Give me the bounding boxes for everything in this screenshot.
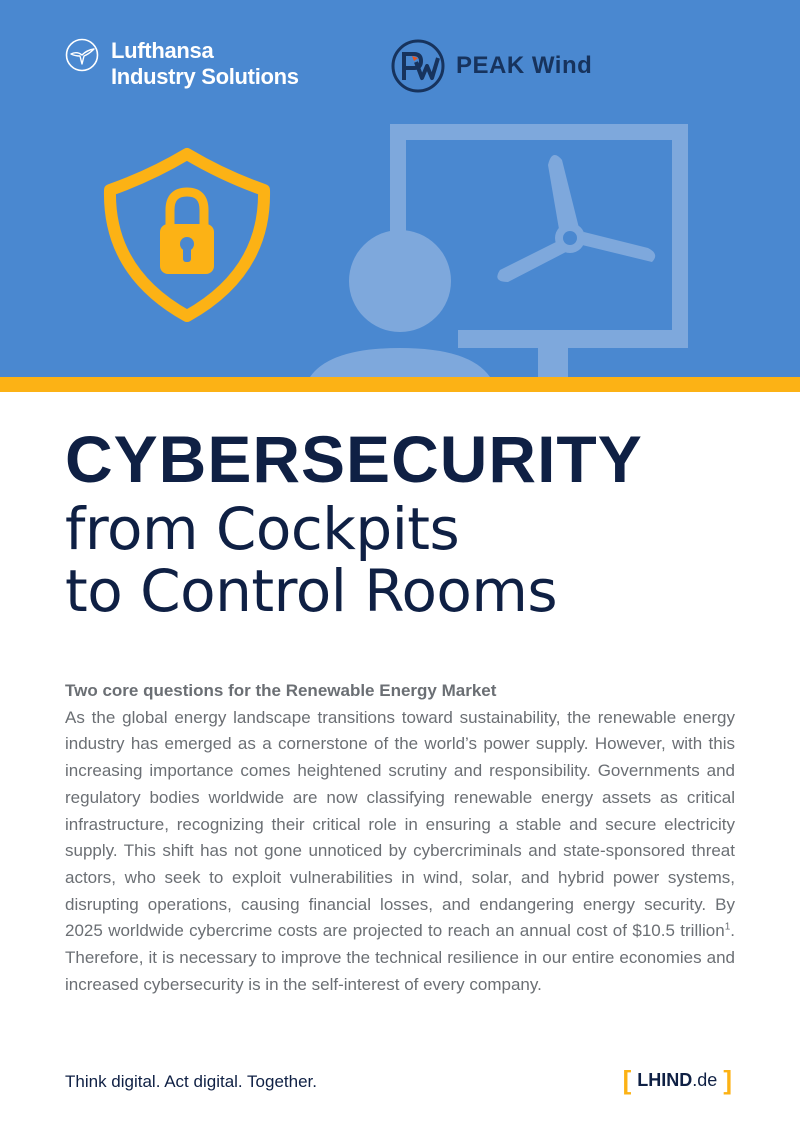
pw-monogram-icon [390, 38, 446, 94]
hero-banner [0, 0, 800, 377]
lufthansa-logo-line1: Lufthansa [111, 38, 214, 63]
paragraph-text-2: . Therefore, it is necessary to improve the technical resilience in our entire economies and increased cybersecurity is in the self-interest of every company. [65, 921, 735, 994]
lufthansa-logo [65, 38, 299, 90]
subtitle-line-2: to Control Rooms [65, 557, 558, 625]
person-icon [310, 230, 490, 377]
footer-tagline: Think digital. Act digital. Together. [65, 1072, 318, 1091]
lhind-site-link[interactable] [623, 1067, 732, 1093]
crane-icon [65, 38, 99, 72]
peak-wind-logo [390, 38, 592, 94]
paragraph-text-1: As the global energy landscape transitions toward sustainability, the renewable energy industry has emerged as a cornerstone of the world’s power supply. However, with this increasing importance comes heightened scrutiny and responsibility. Governments and regulatory bodies worldwide are now classifying renewable energy assets as critical infrastructure, recognizing their critical role in ensuring a stable and secure electricity supply. This shift has not gone unnoticed by cybercriminals and state-sponsored threat actors, who seek to exploit vulnerabilities in wind, solar, and hybrid power systems, disrupting operations, causing financial losses, and endangering energy security. By 2025 worldwide cybercrime costs are projected to reach an annual cost of $10.5 trillion [65, 707, 735, 941]
subtitle-line-1: from Cockpits [65, 495, 460, 563]
bracket-close: ] [723, 1065, 732, 1095]
site-name-domain: .de [692, 1069, 718, 1090]
shield-lock-icon [110, 154, 264, 316]
intro-paragraph [65, 705, 735, 999]
lufthansa-logo-line2: Industry Solutions [111, 64, 299, 89]
intro-section [65, 678, 735, 998]
bracket-open: [ [622, 1065, 632, 1095]
footnote-marker: 1 [724, 921, 731, 933]
headline [65, 420, 755, 625]
section-heading: Two core questions for the Renewable Energy Market [65, 681, 497, 700]
peak-wind-logo-text: PEAK Wind [456, 52, 593, 79]
page-title: CYBERSECURITY [65, 422, 643, 496]
accent-stripe [0, 377, 800, 392]
wind-turbine-icon [497, 155, 655, 282]
site-name-bold: LHIND [637, 1069, 693, 1090]
